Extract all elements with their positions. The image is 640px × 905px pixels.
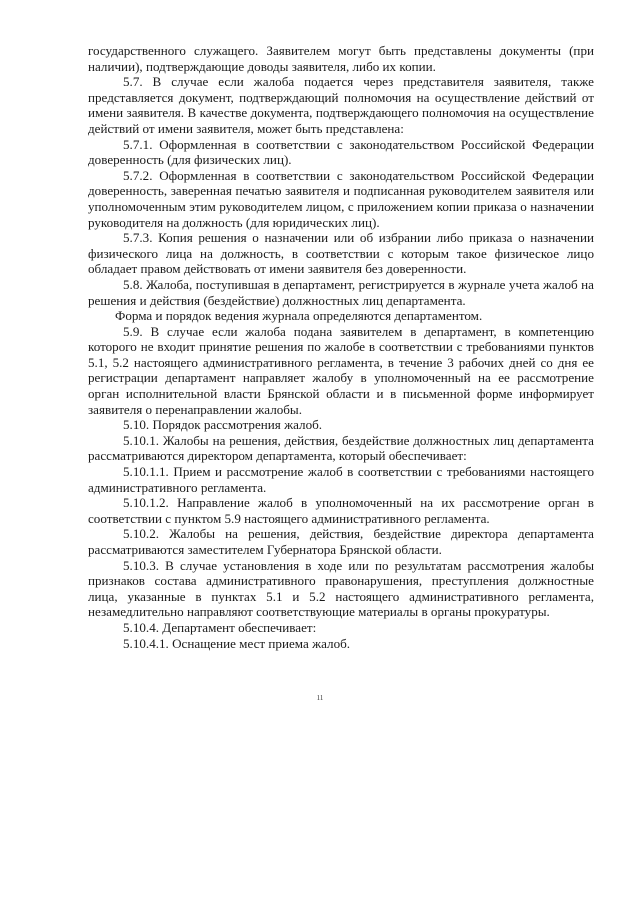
paragraph-5-10-1-1: 5.10.1.1. Прием и рассмотрение жалоб в соответствии с требованиями настоящего административного регламента. xyxy=(88,464,594,495)
paragraph-5-10-4-1: 5.10.4.1. Оснащение мест приема жалоб. xyxy=(123,635,351,651)
paragraph-5-10-1: 5.10.1. Жалобы на решения, действия, бездействие должностных лиц департамента рассматриваются директором департамента, который обеспечивает: xyxy=(88,432,594,464)
document-body xyxy=(88,43,594,651)
paragraph-5-9: 5.9. В случае если жалоба подана заявителем в департамент, в компетенцию которого не входит принятие решения по жалобе в соответствии с требованиями пунктов 5.1, 5.2 настоящего административного регламента, в течение 3 рабочих дней со дня ее регистрации департамент направляет жалобу в уполномоченный на ее рассмотрение орган исполнительной власти Брянской области и в письменной форме информирует заявителя о перенаправлении жалобы. xyxy=(88,323,594,417)
paragraph-5-10-1-2: 5.10.1.2. Направление жалоб в уполномоченный на их рассмотрение орган в соответствии с пунктом 5.9 настоящего административного регламента. xyxy=(88,495,594,526)
paragraph-5-8: 5.8. Жалоба, поступившая в департамент, регистрируется в журнале учета жалоб на решения и действия (бездействие) должностных лиц департамента. xyxy=(88,276,594,308)
paragraph-5-7-3: 5.7.3. Копия решения о назначении или об избрании либо приказа о назначении физического лица на должность, в соответствии с которым такое физическое лицо обладает правом действовать от имени заявителя без доверенности. xyxy=(88,230,594,277)
page-number: 11 xyxy=(316,694,324,702)
paragraph-continuation: государственного служащего. Заявителем могут быть представлены документы (при наличии), подтверждающие доводы заявителя, либо их копии. xyxy=(88,43,594,74)
paragraph-5-7-2: 5.7.2. Оформленная в соответствии с законодательством Российской Федерации доверенность, заверенная печатью заявителя и подписанная руководителем заявителя или уполномоченным этим руководителем лицом, с приложением копии приказа о назначении руководителя на должность (для юридических лиц). xyxy=(88,167,594,230)
paragraph-5-10: 5.10. Порядок рассмотрения жалоб. xyxy=(123,417,323,433)
paragraph-5-7: 5.7. В случае если жалоба подается через представителя заявителя, также представляется документ, подтверждающий полномочия на осуществление действий от имени заявителя. В качестве документа, подтверждающего полномочия на осуществление действий от имени заявителя, может быть представлена: xyxy=(88,74,594,136)
paragraph-5-10-4: 5.10.4. Департамент обеспечивает: xyxy=(123,619,317,635)
paragraph-journal-form: Форма и порядок ведения журнала определяются департаментом. xyxy=(115,308,483,324)
paragraph-5-10-2: 5.10.2. Жалобы на решения, действия, бездействие директора департамента рассматриваются заместителем Губернатора Брянской области. xyxy=(88,526,594,557)
paragraph-5-7-1: 5.7.1. Оформленная в соответствии с законодательством Российской Федерации доверенность (для физических лиц). xyxy=(88,136,594,168)
paragraph-5-10-3: 5.10.3. В случае установления в ходе или по результатам рассмотрения жалобы признаков состава административного правонарушения, преступления должностные лица, указанные в пунктах 5.1 и 5.2 настоящего административного регламента, незамедлительно направляют соответствующие материалы в органы прокуратуры. xyxy=(88,557,594,620)
